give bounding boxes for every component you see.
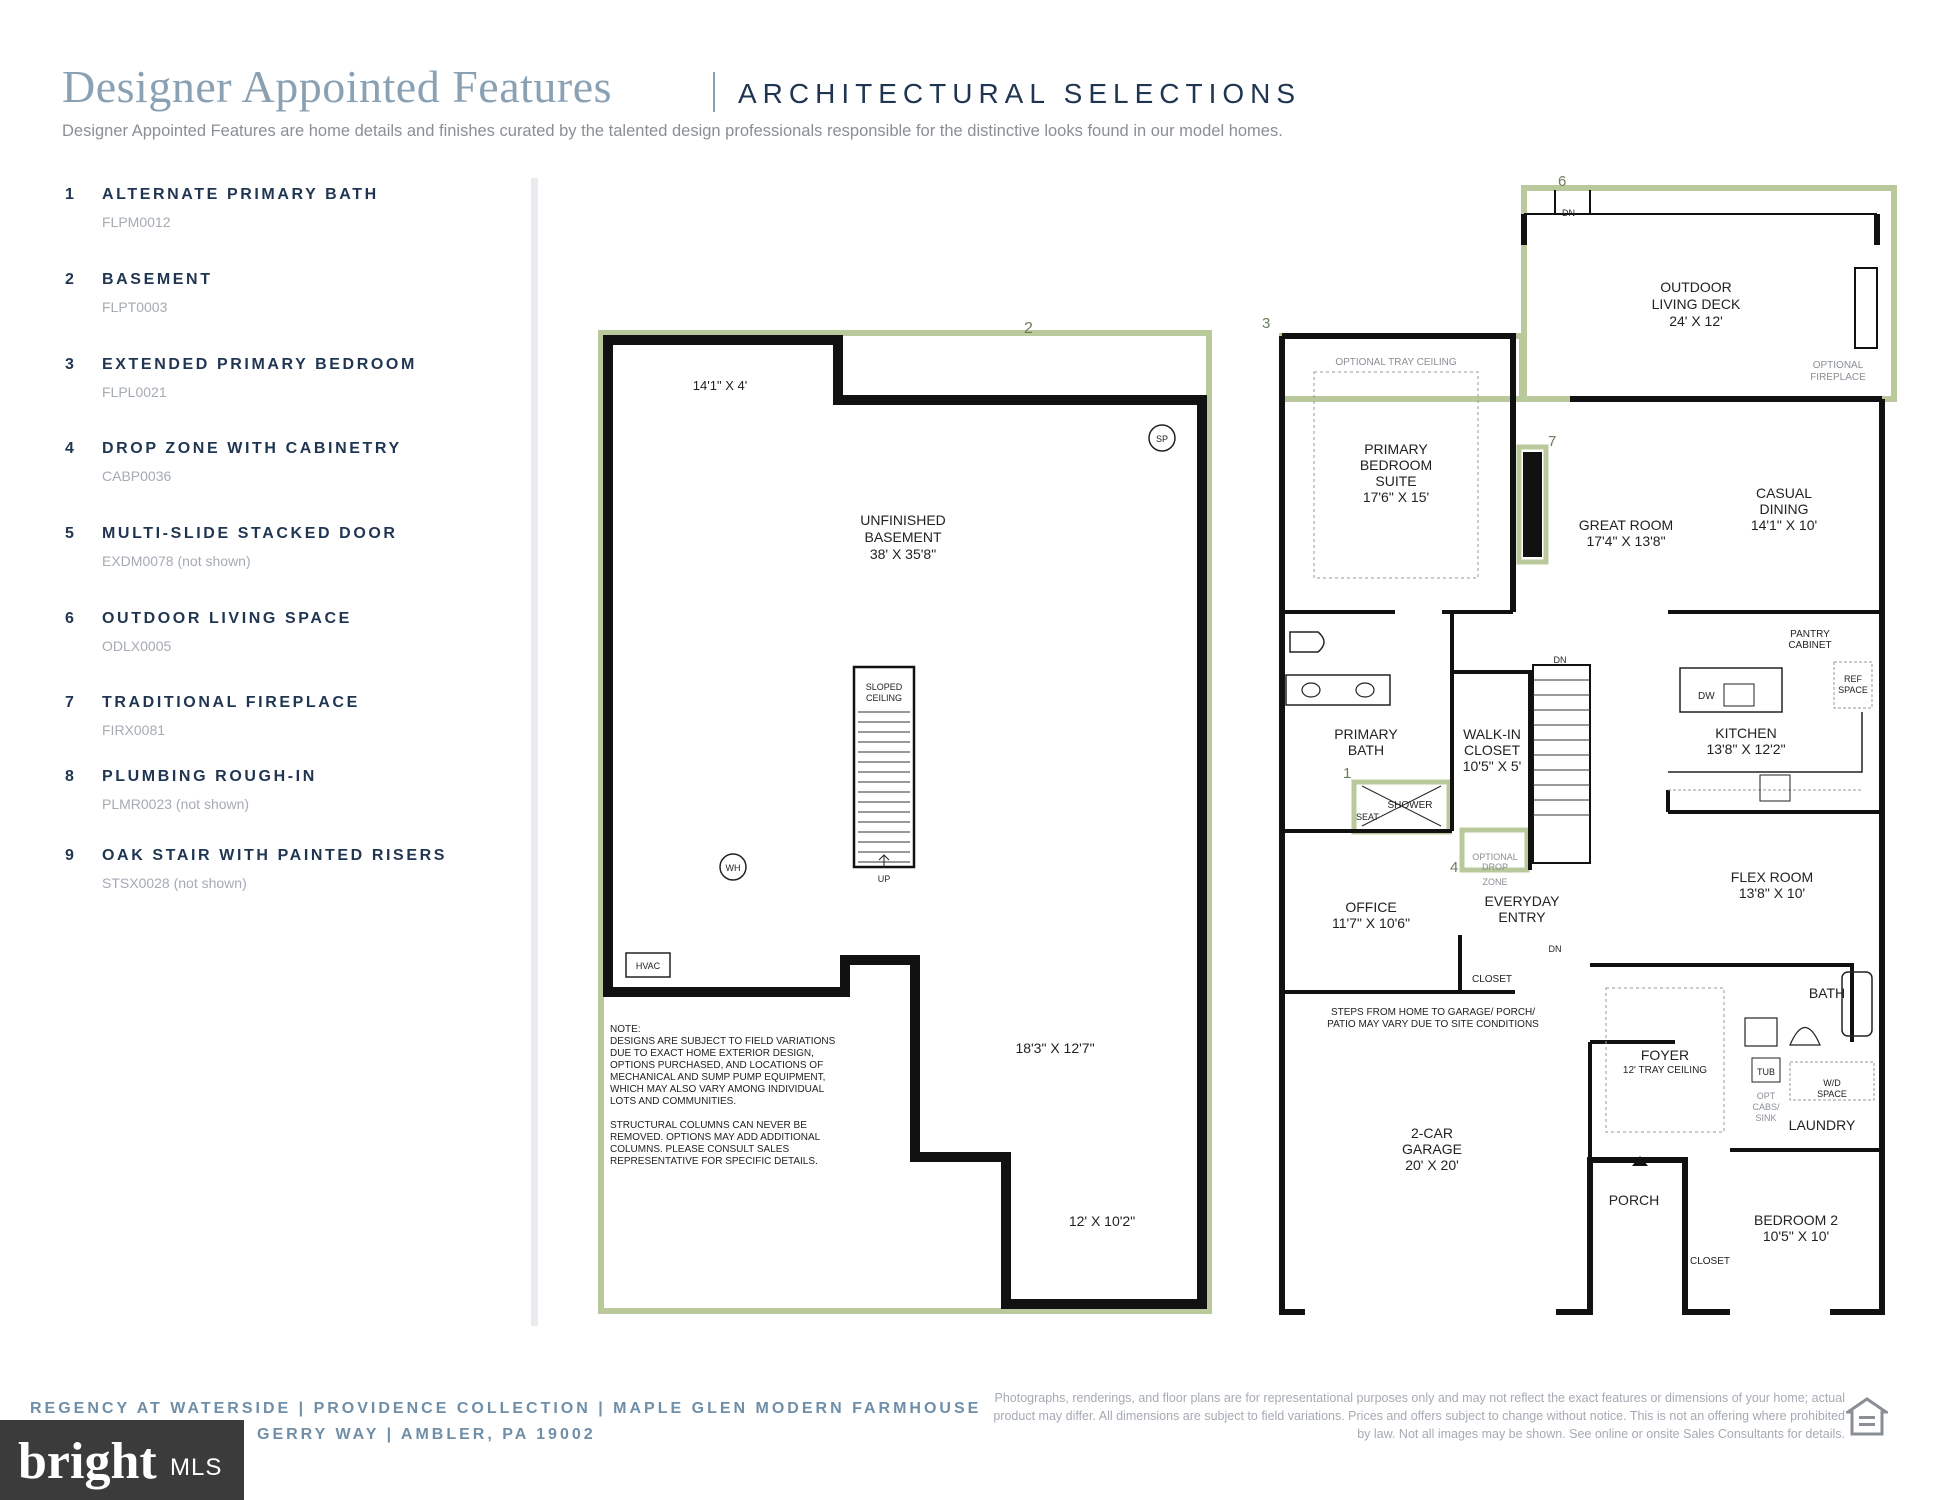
walkin-label-1: WALK-IN [1463,726,1521,742]
wd-label-1: W/D [1823,1078,1841,1088]
deck-label-1: OUTDOOR [1660,279,1732,295]
steps-note-1: STEPS FROM HOME TO GARAGE/ PORCH/ [1330,1007,1536,1018]
kitchen-island [1680,668,1782,712]
opt-label-1: OPT [1756,1091,1776,1101]
pantry-label-1: PANTRY [1790,629,1830,640]
bedroom-label-3: SUITE [1375,473,1417,489]
room-dim-mid: 18'3" X 12'7" [1015,1040,1095,1056]
opt-label-2: CABS/ [1752,1102,1780,1112]
feature-code: ODLX0005 [102,638,172,654]
feature-name: DROP ZONE WITH CABINETRY [102,440,402,457]
basement-label-2: BASEMENT [864,529,942,545]
walkin-label-2: CLOSET [1463,742,1521,758]
sloped-label-2: CEILING [865,693,903,703]
feature-number: 9 [65,847,74,864]
wd-label-2: SPACE [1817,1089,1847,1099]
svg-text:COLUMNS. PLEASE CONSULT SALES: COLUMNS. PLEASE CONSULT SALES [610,1144,790,1155]
svg-text:OPTIONS PURCHASED, AND LOCATIO: OPTIONS PURCHASED, AND LOCATIONS OF [610,1060,824,1071]
svg-text:DESIGNS ARE SUBJECT TO FIELD V: DESIGNS ARE SUBJECT TO FIELD VARIATIONS [610,1036,836,1047]
main-stair-treads [1533,680,1590,815]
opt-fireplace-1: OPTIONAL [1812,360,1864,371]
steps-note-2: PATIO MAY VARY DUE TO SITE CONDITIONS [1327,1019,1539,1030]
bath-sink-icon [1745,1018,1777,1046]
svg-text:WHICH MAY ALSO VARY AMONG INDI: WHICH MAY ALSO VARY AMONG INDIVIDUAL [610,1084,825,1095]
stair-dn: DN [1553,655,1567,665]
water-heater-label: WH [725,863,741,873]
basement-dim: 38' X 35'8" [869,546,937,562]
sloped-label-1: SLOPED [865,682,903,692]
feature-code: FIRX0081 [102,722,166,738]
feature-code: CABP0036 [102,468,172,484]
kitchen-dim: 13'8" X 12'2" [1706,741,1786,757]
feature-name: PLUMBING ROUGH-IN [102,768,317,785]
hvac-label: HVAC [635,961,661,971]
bath-toilet-icon [1790,1028,1820,1046]
bedroom2-dim: 10'5" X 10' [1762,1228,1830,1244]
basement-label-1: UNFINISHED [860,512,946,528]
bedroom-label-1: PRIMARY [1364,441,1428,457]
feature-code: STSX0028 (not shown) [102,875,247,891]
sink-icon [1356,683,1374,697]
page-description: Designer Appointed Features are home details and finishes curated by the talented design professionals responsible for the distinctive looks found in our model homes. [62,122,1283,140]
primary-bath-label-2: BATH [1347,742,1385,758]
foyer-tray: 12' TRAY CEILING [1622,1065,1708,1076]
dining-label-1: CASUAL [1755,485,1813,501]
kitchen-label: KITCHEN [1715,725,1777,741]
opt-label-3: SINK [1755,1113,1777,1123]
sump-label: SP [1155,434,1169,444]
kitchen-sink-icon [1724,684,1754,706]
drop-label-2: DROP [1481,862,1509,872]
feature-name: OUTDOOR LIVING SPACE [102,610,352,627]
drop-label-1: OPTIONAL [1472,852,1518,862]
feature-name: EXTENDED PRIMARY BEDROOM [102,356,417,373]
great-room-label: GREAT ROOM [1578,517,1674,533]
footer-address: GERRY WAY | AMBLER, PA 19002 [257,1426,596,1443]
exterior-walls [1282,214,1882,1312]
bedroom2-label: BEDROOM 2 [1753,1212,1839,1228]
feature-name: BASEMENT [102,271,213,288]
tub-icon [1842,972,1872,1036]
fireplace-icon [1523,452,1542,557]
svg-text:REPRESENTATIVE FOR SPECIFIC DE: REPRESENTATIVE FOR SPECIFIC DETAILS. [610,1156,818,1167]
page-subtitle: ARCHITECTURAL SELECTIONS [738,78,1302,109]
dining-dim: 14'1" X 10' [1750,517,1818,533]
feature-number: 8 [65,768,74,785]
feature-number: 1 [65,186,74,203]
bright-logo-text: bright [18,1433,157,1490]
feature-name: MULTI-SLIDE STACKED DOOR [102,525,398,542]
walkin-dim: 10'5" X 5' [1462,758,1522,774]
laundry-label: LAUNDRY [1788,1117,1856,1133]
flex-room-label: FLEX ROOM [1730,869,1814,885]
primary-bath-label-1: PRIMARY [1334,726,1398,742]
deck-dn: DN [1562,208,1575,218]
marker-4: 4 [1450,859,1459,876]
shower-label: SHOWER [1387,800,1433,811]
room-dim-low: 12' X 10'2" [1068,1213,1136,1229]
main-floor-plan [1262,173,1894,1312]
svg-text:REMOVED. OPTIONS MAY ADD ADDIT: REMOVED. OPTIONS MAY ADD ADDITIONAL [610,1132,821,1143]
garage-label-1: 2-CAR [1410,1125,1454,1141]
opt-fireplace-2: FIREPLACE [1810,372,1866,383]
feature-name: OAK STAIR WITH PAINTED RISERS [102,847,448,864]
deck-dim: 24' X 12' [1669,313,1723,329]
great-room-dim: 17'4" X 13'8" [1586,533,1666,549]
feature-number: 2 [65,271,74,288]
svg-text:STRUCTURAL COLUMNS CAN NEVER B: STRUCTURAL COLUMNS CAN NEVER BE [610,1120,807,1131]
feature-code: FLPT0003 [102,299,168,315]
feature-number: 6 [65,610,74,627]
feature-code: EXDM0078 (not shown) [102,553,251,569]
footer-disclaimer: Photographs, renderings, and floor plans are for representational purposes only and may not reflect the exact features or dimensions of your home; actual product may differ. All dimensions are subject to field variations. Prices and offers subject to change without notice. This is not an offering where prohibited by law. Not all images may be shown. See online or onsite Sales Consultants for details. [993,1391,1845,1441]
feature-code: FLPM0012 [102,214,171,230]
basement-plan [601,320,1209,1311]
sink-icon [1302,683,1320,697]
entry-label-1: EVERYDAY [1484,893,1560,909]
bright-mls-watermark [0,1420,244,1500]
marker-3: 3 [1262,315,1271,332]
svg-text:MECHANICAL AND SUMP PUMP EQUIP: MECHANICAL AND SUMP PUMP EQUIPMENT, [610,1072,826,1083]
cooktop-icon [1760,775,1790,801]
office-label: OFFICE [1345,899,1397,915]
closet2-label: CLOSET [1689,1256,1731,1267]
seat-label: SEAT [1356,812,1379,822]
flex-room-dim: 13'8" X 10' [1738,885,1806,901]
closet-label: CLOSET [1471,974,1513,985]
equal-housing-icon [1846,1396,1888,1438]
stair-treads [858,712,910,862]
feature-number: 7 [65,694,74,711]
garage-dim: 20' X 20' [1405,1157,1459,1173]
feature-number: 5 [65,525,74,542]
marker-6: 6 [1558,173,1567,190]
footer-community: REGENCY AT WATERSIDE | PROVIDENCE COLLECTION | MAPLE GLEN MODERN FARMHOUSE [30,1400,982,1417]
room-dim-small: 14'1" X 4' [692,378,748,393]
foyer-label: FOYER [1640,1047,1690,1063]
opt-tray-label: OPTIONAL TRAY CEILING [1335,357,1457,368]
porch-label: PORCH [1608,1192,1660,1208]
up-label: UP [877,874,891,884]
pantry-label-2: CABINET [1788,640,1832,651]
office-dim: 11'7" X 10'6" [1331,915,1411,931]
page-title: Designer Appointed Features [62,61,613,112]
toilet-icon [1290,632,1324,652]
svg-text:DUE TO EXACT HOME EXTERIOR DES: DUE TO EXACT HOME EXTERIOR DESIGN, [610,1048,814,1059]
dishwasher-label: DW [1698,691,1715,702]
feature-number: 3 [65,356,74,373]
garage-label-2: GARAGE [1402,1141,1462,1157]
dining-label-2: DINING [1759,501,1809,517]
bath-label: BATH [1808,985,1846,1001]
basement-note [610,1024,836,1167]
bedroom-label-2: BEDROOM [1359,457,1433,473]
feature-name: TRADITIONAL FIREPLACE [102,694,360,711]
drop-label-3: ZONE [1482,877,1508,887]
basement-marker: 2 [1024,320,1033,337]
ref-label-1: REF [1844,674,1862,684]
entry-dn: DN [1548,944,1562,954]
feature-code: FLPL0021 [102,384,167,400]
marker-1: 1 [1343,765,1352,782]
feature-number: 4 [65,440,74,457]
entry-label-2: ENTRY [1498,909,1546,925]
marker-7: 7 [1548,433,1557,450]
ref-label-2: SPACE [1838,685,1868,695]
deck-label-2: LIVING DECK [1651,296,1741,312]
bedroom-dim: 17'6" X 15' [1362,489,1430,505]
mls-logo-text: MLS [170,1454,223,1481]
svg-text:NOTE:: NOTE: [610,1024,641,1035]
svg-text:LOTS AND COMMUNITIES.: LOTS AND COMMUNITIES. [610,1096,737,1107]
feature-code: PLMR0023 (not shown) [102,796,250,812]
feature-name: ALTERNATE PRIMARY BATH [102,186,379,203]
tub-label: TUB [1757,1067,1775,1077]
